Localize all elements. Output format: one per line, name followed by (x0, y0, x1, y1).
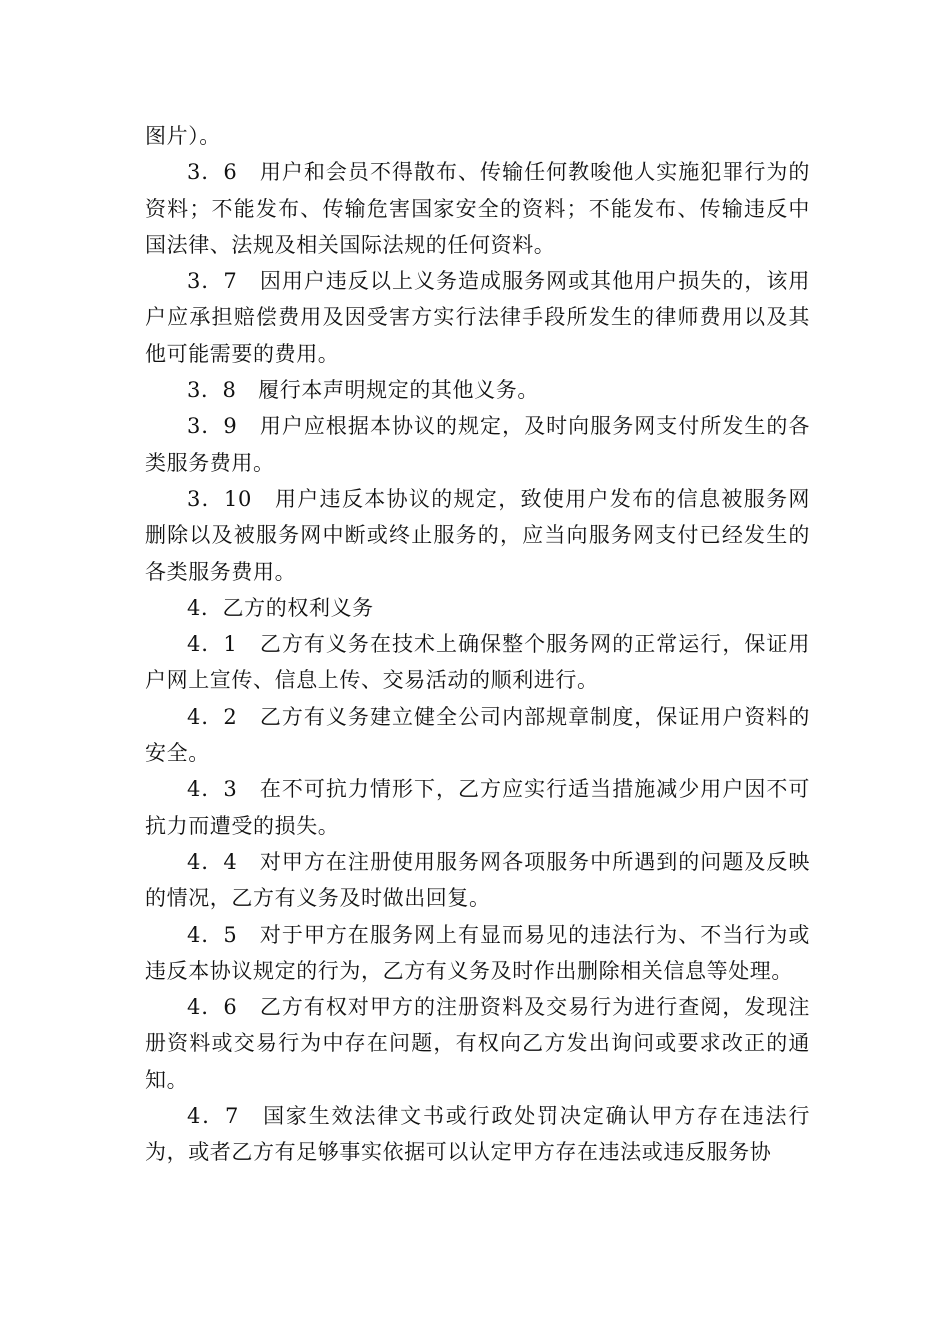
paragraph-3-10: 3．10 用户违反本协议的规定，致使用户发布的信息被服务网删除以及被服务网中断或终止服务的，应当向服务网支付已经发生的各类服务费用。 (145, 486, 810, 584)
paragraph-4-1: 4．1 乙方有义务在技术上确保整个服务网的正常运行，保证用户网上宣传、信息上传、交易活动的顺利进行。 (145, 632, 810, 693)
paragraph-4-4: 4．4 对甲方在注册使用服务网各项服务中所遇到的问题及反映的情况，乙方有义务及时做出回复。 (145, 849, 810, 911)
paragraph-3-6: 3．6 用户和会员不得散布、传输任何教唆他人实施犯罪行为的资料；不能发布、传输危害国家安全的资料；不能发布、传输违反中国法律、法规及相关国际法规的任何资料。 (145, 160, 810, 257)
paragraph-4-2: 4．2 乙方有义务建立健全公司内部规章制度，保证用户资料的安全。 (145, 704, 810, 766)
document-body (145, 118, 810, 1171)
paragraph-3-7: 3．7 因用户违反以上义务造成服务网或其他用户损失的，该用户应承担赔偿费用及因受害方实行法律手段所发生的律师费用以及其他可能需要的费用。 (145, 269, 810, 366)
section-heading-4: 4．乙方的权利义务 (187, 595, 374, 620)
paragraph-continuation: 图片）。 (145, 124, 221, 148)
paragraph-4-3: 4．3 在不可抗力情形下，乙方应实行适当措施减少用户因不可抗力而遭受的损失。 (145, 777, 810, 838)
paragraph-3-9: 3．9 用户应根据本协议的规定，及时向服务网支付所发生的各类服务费用。 (145, 414, 810, 475)
paragraph-3-8: 3．8 履行本声明规定的其他义务。 (187, 378, 539, 403)
paragraph-4-7: 4．7 国家生效法律文书或行政处罚决定确认甲方存在违法行为，或者乙方有足够事实依据可以认定甲方存在违法或违反服务协 (145, 1104, 810, 1165)
paragraph-4-6: 4．6 乙方有权对甲方的注册资料及交易行为进行查阅，发现注册资料或交易行为中存在问题，有权向乙方发出询问或要求改正的通知。 (145, 995, 810, 1092)
paragraph-4-5: 4．5 对于甲方在服务网上有显而易见的违法行为、不当行为或违反本协议规定的行为，乙方有义务及时作出删除相关信息等处理。 (145, 922, 810, 983)
